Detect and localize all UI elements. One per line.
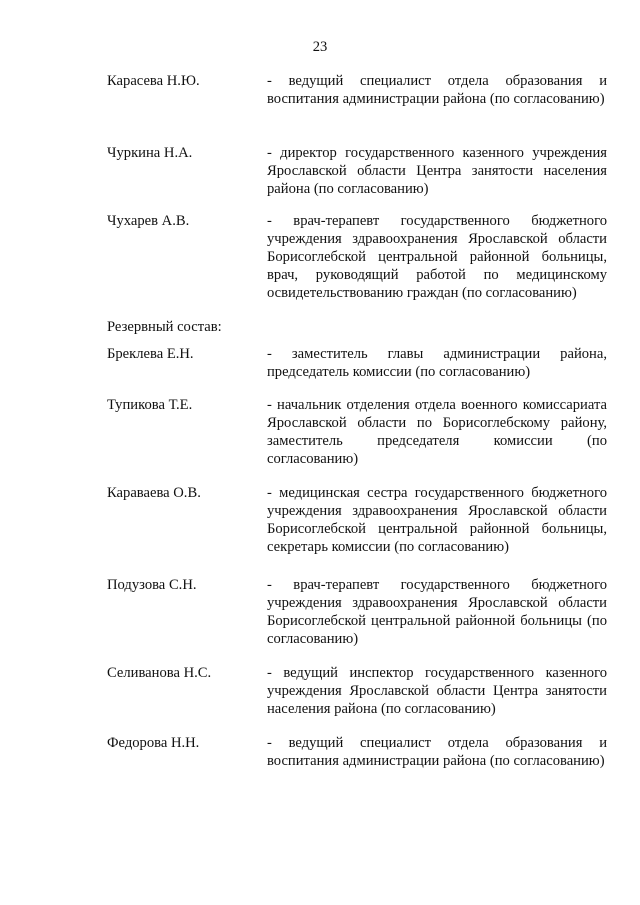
member-name: Караваева О.В. — [107, 485, 201, 501]
member-name: Чуркина Н.А. — [107, 145, 193, 161]
member-name: Селиванова Н.С. — [107, 665, 212, 681]
member-description: - ведущий специалист отдела образования и воспитания администрации района (по согласованию) — [267, 735, 607, 769]
page-number: 23 — [312, 39, 328, 55]
member-description: - ведущий специалист отдела образования и воспитания администрации района (по согласованию) — [267, 73, 607, 107]
member-name: Карасева Н.Ю. — [107, 73, 200, 89]
member-name: Тупикова Т.Е. — [107, 397, 193, 413]
member-description: - ведущий инспектор государственного казенного учреждения Ярославской области Центра занятости населения района (по согласованию) — [267, 665, 607, 717]
member-name: Подузова С.Н. — [107, 577, 197, 593]
member-description: - начальник отделения отдела военного комиссариата Ярославской области по Борисоглебскому району, заместитель председателя комиссии (по согласованию) — [267, 397, 607, 467]
member-name: Чухарев А.В. — [107, 213, 190, 229]
member-description: - врач-терапевт государственного бюджетного учреждения здравоохранения Ярославской области Борисоглебской центральной районной больницы, врач, руководящий работой по медицинскому освидетельствованию граждан (по согласованию) — [267, 213, 607, 301]
member-description: - медицинская сестра государственного бюджетного учреждения здравоохранения Ярославской области Борисоглебской центральной районной больницы, секретарь комиссии (по согласованию) — [267, 485, 607, 555]
member-description: - врач-терапевт государственного бюджетного учреждения здравоохранения Ярославской области Борисоглебской центральной районной больницы (по согласованию) — [267, 577, 607, 647]
member-name: Федорова Н.Н. — [107, 735, 200, 751]
member-description: - заместитель главы администрации района, председатель комиссии (по согласованию) — [267, 346, 607, 380]
reserve-section-label: Резервный состав: — [107, 319, 222, 335]
member-name: Бреклева Е.Н. — [107, 346, 194, 362]
member-description: - директор государственного казенного учреждения Ярославской области Центра занятости населения района (по согласованию) — [267, 145, 607, 197]
